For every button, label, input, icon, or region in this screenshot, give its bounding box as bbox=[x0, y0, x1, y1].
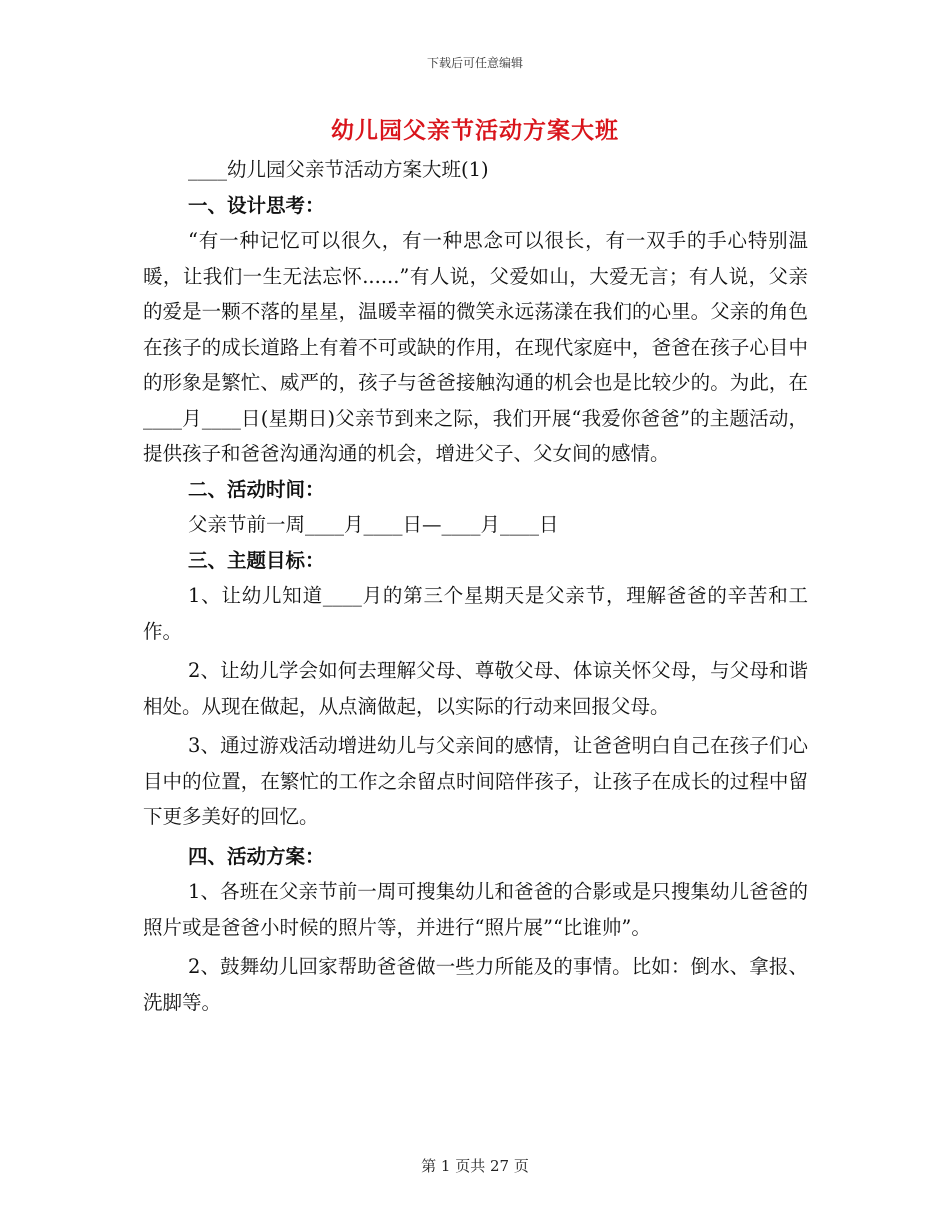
paragraph-goal-1: 1、让幼儿知道____月的第三个星期天是父亲节，理解爸爸的辛苦和工作。 bbox=[143, 584, 808, 643]
paragraph-goal-2: 2、让幼儿学会如何去理解父母、尊敬父母、体谅关怀父母，与父母和谐相处。从现在做起，从点滴做起，以实际的行动来回报父母。 bbox=[143, 659, 808, 718]
paragraph-plan-2: 2、鼓舞幼儿回家帮助爸爸做一些力所能及的事情。比如：倒水、拿报、洗脚等。 bbox=[143, 955, 808, 1014]
paragraph-goal-3: 3、通过游戏活动增进幼儿与父亲间的感情，让爸爸明白自己在孩子们心目中的位置，在繁忙的工作之余留点时间陪伴孩子，让孩子在成长的过程中留下更多美好的回忆。 bbox=[143, 734, 808, 828]
document-body bbox=[143, 152, 808, 1020]
page-footer: 第 1 页共 27 页 bbox=[421, 1157, 529, 1175]
paragraph-plan-1: 1、各班在父亲节前一周可搜集幼儿和爸爸的合影或是只搜集幼儿爸爸的照片或是爸爸小时候的照片等，并进行“照片展”“比谁帅”。 bbox=[143, 880, 808, 939]
section-heading-time: 二、活动时间： bbox=[188, 477, 325, 501]
section-heading-design: 一、设计思考： bbox=[188, 193, 325, 217]
header-note: 下载后可任意编辑 bbox=[426, 56, 523, 70]
document-title: 幼儿园父亲节活动方案大班 bbox=[331, 117, 619, 144]
section-heading-plan: 四、活动方案： bbox=[188, 844, 325, 868]
section-heading-goals: 三、主题目标： bbox=[188, 548, 325, 572]
paragraph-time: 父亲节前一周____月____日—____月____日 bbox=[188, 513, 559, 536]
paragraph-design: “有一种记忆可以很久，有一种思念可以很长，有一双手的手心特别温暖，让我们一生无法忘怀......”有人说，父爱如山，大爱无言；有人说，父亲的爱是一颗不落的星星，温暖幸福的微笑永远荡漾在我们的心里。父亲的角色在孩子的成长道路上有着不可或缺的作用，在现代家庭中，爸爸在孩子心目中的形象是繁忙、威严的，孩子与爸爸接触沟通的机会也是比较少的。为此，在____月____日(星期日)父亲节到来之际，我们开展“我爱你爸爸”的主题活动，提供孩子和爸爸沟通沟通的机会，增进父子、父女间的感情。 bbox=[143, 229, 808, 465]
document-subtitle: ____幼儿园父亲节活动方案大班(1) bbox=[188, 158, 489, 181]
